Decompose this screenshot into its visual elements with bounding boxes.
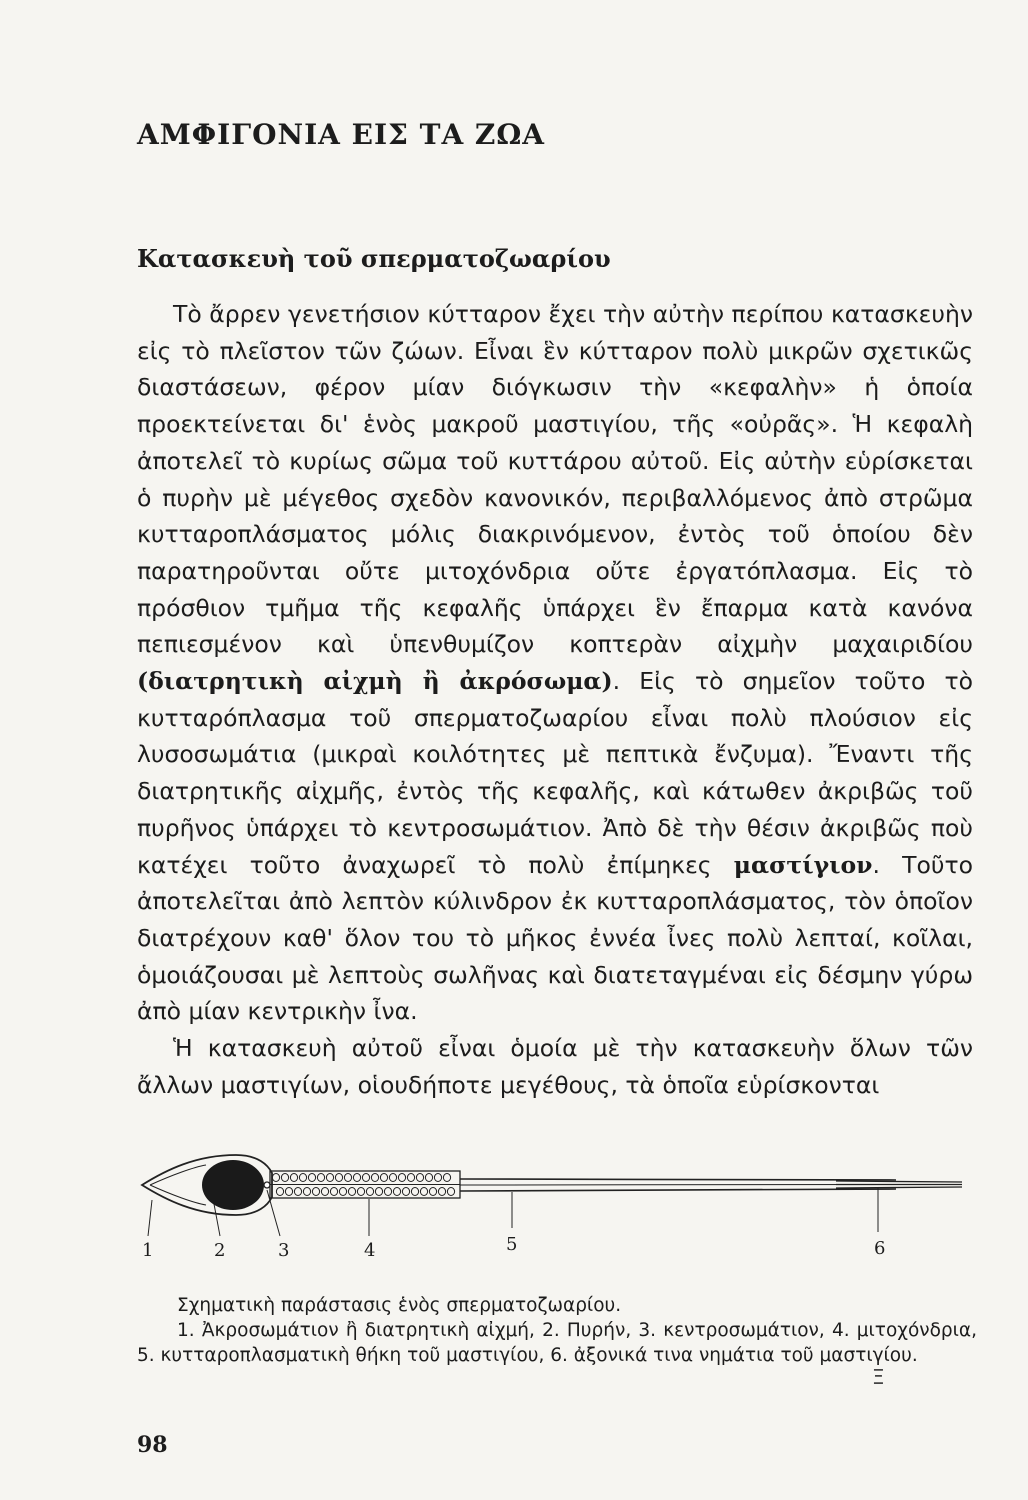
mitochondrion-shape bbox=[312, 1188, 319, 1196]
tail-axis-line bbox=[460, 1185, 896, 1186]
mitochondrion-shape bbox=[272, 1174, 279, 1182]
end-filament-3 bbox=[836, 1187, 962, 1188]
figure-label-2: 2 bbox=[214, 1240, 226, 1261]
paragraph-1-text-a: Τὸ ἄρρεν γενετήσιον κύτταρον ἔχει τὴν αὐτὴν περίπου κατασκευὴν εἰς τὸ πλεῖστον τῶν ζώων. Εἶναι ἓν κύτταρον πολὺ μικρῶν σχετικῶς διαστάσεων, φέρον μίαν διόγκωσιν τὴν «κεφαλὴν» ἡ ὁποία προεκτείνεται δι' ἑνὸς μακροῦ μαστιγίου, τῆς «οὐρᾶς». Ἡ κεφαλὴ ἀποτελεῖ τὸ κυρίως σῶμα τοῦ κυττάρου αὐτοῦ. Εἰς αὐτὴν εὑρίσκεται ὁ πυρὴν μὲ μέγεθος σχεδὸν κανονικόν, περιβαλλόμενος ἀπὸ στρῶμα κυτταροπλάσματος μόλις διακρινόμενον, ἐντὸς τοῦ ὁποίου δὲν παρατηροῦνται οὔτε μιτοχόνδρια οὔτε ἐργατόπλασμα. Εἰς τὸ πρόσθιον τμῆμα τῆς κεφαλῆς ὑπάρχει ἓν ἔπαρμα κατὰ κανόνα πεπιεσμένον καὶ ὑπενθυμίζον κοπτερὰν αἰχμὴν μαχαιριδίου bbox=[137, 300, 973, 659]
mitochondrion-shape bbox=[281, 1174, 288, 1182]
centrosome-shape bbox=[264, 1182, 270, 1188]
mitochondrion-shape bbox=[276, 1188, 283, 1196]
chapter-title: ΑΜΦΙΓΟΝΙΑ ΕΙΣ ΤΑ ΖΩΑ bbox=[137, 118, 546, 151]
end-filament-1 bbox=[836, 1181, 962, 1182]
mitochondria-bottom-row bbox=[276, 1188, 454, 1196]
leader-line-3 bbox=[267, 1190, 280, 1236]
section-title: Κατασκευὴ τοῦ σπερματοζωαρίου bbox=[137, 244, 611, 273]
mitochondrion-shape bbox=[335, 1174, 342, 1182]
mitochondrion-shape bbox=[317, 1174, 324, 1182]
mitochondrion-shape bbox=[303, 1188, 310, 1196]
figure-label-6: 6 bbox=[874, 1238, 886, 1259]
mitochondrion-shape bbox=[398, 1174, 405, 1182]
mitochondria-top-row bbox=[272, 1174, 450, 1182]
mitochondrion-shape bbox=[344, 1174, 351, 1182]
body-text bbox=[137, 296, 973, 1103]
sperm-diagram bbox=[136, 1140, 966, 1270]
mitochondrion-shape bbox=[416, 1174, 423, 1182]
mitochondrion-shape bbox=[429, 1188, 436, 1196]
leader-line-2 bbox=[214, 1204, 220, 1236]
margin-mark: Ξ bbox=[872, 1365, 885, 1389]
paragraph-1 bbox=[137, 296, 973, 1030]
mitochondrion-shape bbox=[375, 1188, 382, 1196]
mitochondrion-shape bbox=[330, 1188, 337, 1196]
paragraph-1-text-b: . Εἰς τὸ σημεῖον τοῦτο τὸ κυτταρόπλασμα τοῦ σπερματοζωαρίου εἶναι πολὺ πλούσιον εἰς λυσοσωμάτια (μικραὶ κοιλότητες μὲ πεπτικὰ ἔνζυμα). Ἔναντι τῆς διατρητικῆς αἰχμῆς, ἐντὸς τῆς κεφαλῆς, καὶ κάτωθεν ἀκριβῶς τοῦ πυρῆνος ὑπάρχει τὸ κεντροσωμάτιον. Ἀπὸ δὲ τὴν θέσιν ἀκριβῶς ποὺ κατέχει τοῦτο ἀναχωρεῖ τὸ πολὺ ἐπίμηκες bbox=[137, 667, 974, 879]
mitochondrion-shape bbox=[411, 1188, 418, 1196]
mitochondrion-shape bbox=[438, 1188, 445, 1196]
mitochondrion-shape bbox=[380, 1174, 387, 1182]
figure-label-4: 4 bbox=[364, 1240, 376, 1261]
page-number: 98 bbox=[137, 1432, 168, 1458]
mitochondrion-shape bbox=[425, 1174, 432, 1182]
mitochondrion-shape bbox=[357, 1188, 364, 1196]
mitochondrion-shape bbox=[434, 1174, 441, 1182]
mitochondrion-shape bbox=[339, 1188, 346, 1196]
mitochondrion-shape bbox=[407, 1174, 414, 1182]
paragraph-1-text-c: . Τοῦτο ἀποτελεῖται ἀπὸ λεπτὸν κύλινδρον ἐκ κυτταροπλάσματος, τὸν ὁποῖον διατρέχουν καθ' ὅλον του τὸ μῆκος ἐννέα ἶνες πολὺ λεπταί, κοῖλαι, ὁμοιάζουσαι μὲ λεπτοὺς σωλῆνας καὶ διατεταγμέναι εἰς δέσμην γύρω ἀπὸ μίαν κεντρικὴν ἶνα. bbox=[137, 850, 974, 1026]
mitochondrion-shape bbox=[326, 1174, 333, 1182]
figure-label-3: 3 bbox=[278, 1240, 290, 1261]
tail-sheath-bottom bbox=[460, 1189, 896, 1191]
mitochondrion-shape bbox=[294, 1188, 301, 1196]
paragraph-1-bold-acrosome: (διατρητικὴ αἰχμὴ ἢ ἀκρόσωμα) bbox=[137, 667, 613, 696]
mitochondrion-shape bbox=[389, 1174, 396, 1182]
mitochondrion-shape bbox=[393, 1188, 400, 1196]
mitochondrion-shape bbox=[321, 1188, 328, 1196]
nucleus-shape bbox=[202, 1160, 264, 1210]
mitochondrion-shape bbox=[402, 1188, 409, 1196]
caption-legend: 1. Ἀκροσωμάτιον ἢ διατρητικὴ αἰχμή, 2. Πυρήν, 3. κεντροσωμάτιον, 4. μιτοχόνδρια, 5. κυτταροπλασματικὴ θήκη τοῦ μαστιγίου, 6. ἀξονικά τινα νημάτια τοῦ μαστιγίου. bbox=[137, 1320, 977, 1366]
figure-label-1: 1 bbox=[142, 1240, 154, 1261]
mitochondrion-shape bbox=[353, 1174, 360, 1182]
paragraph-2: Ἡ κατασκευὴ αὐτοῦ εἶναι ὁμοία μὲ τὴν κατασκευὴν ὅλων τῶν ἄλλων μαστιγίων, οἱουδήποτε μεγέθους, τὰ ὁποῖα εὑρίσκονται bbox=[137, 1034, 973, 1099]
paragraph-1-bold-flagellum: μαστίγιον bbox=[733, 850, 873, 879]
figure-caption bbox=[137, 1293, 977, 1368]
mitochondrion-shape bbox=[447, 1188, 454, 1196]
caption-title: Σχηματικὴ παράστασις ἑνὸς σπερματοζωαρίου. bbox=[177, 1295, 622, 1316]
mitochondrion-shape bbox=[348, 1188, 355, 1196]
mitochondrion-shape bbox=[371, 1174, 378, 1182]
mitochondrion-shape bbox=[362, 1174, 369, 1182]
sperm-diagram-drawing bbox=[136, 1140, 966, 1270]
mitochondrion-shape bbox=[384, 1188, 391, 1196]
mitochondrion-shape bbox=[443, 1174, 450, 1182]
mitochondrion-shape bbox=[290, 1174, 297, 1182]
figure-label-5: 5 bbox=[506, 1234, 518, 1255]
mitochondrion-shape bbox=[308, 1174, 315, 1182]
mitochondrion-shape bbox=[299, 1174, 306, 1182]
leader-line-1 bbox=[148, 1200, 152, 1236]
mitochondrion-shape bbox=[285, 1188, 292, 1196]
mitochondrion-shape bbox=[366, 1188, 373, 1196]
tail-sheath-top bbox=[460, 1179, 896, 1180]
mitochondrion-shape bbox=[420, 1188, 427, 1196]
